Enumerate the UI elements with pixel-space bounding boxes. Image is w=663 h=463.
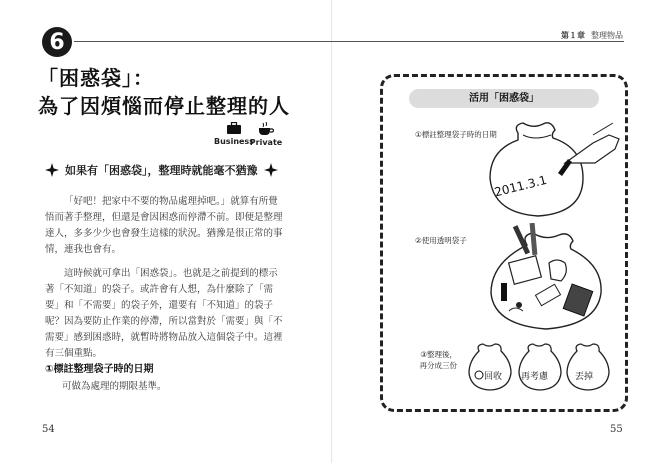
bag-discard-illustration	[565, 343, 611, 393]
point-heading-1: ①標註整理袋子時的日期	[45, 364, 154, 375]
running-header	[561, 30, 623, 41]
page-title-line1: 「困惑袋」：	[38, 66, 154, 90]
step-2-label: ②使用透明袋子	[415, 236, 467, 245]
sparkle-icon	[264, 163, 278, 177]
spine-divider	[331, 0, 332, 463]
section-heading-text: 如果有「困惑袋」，整理時就能毫不猶豫	[65, 164, 258, 177]
page-number-right: 55	[610, 424, 623, 435]
coffee-cup-icon	[257, 122, 275, 136]
dated-bag-illustration	[483, 121, 623, 221]
panel-title: 活用「困惑袋」	[409, 89, 599, 108]
step-3-line1: ③整理後，	[420, 350, 457, 359]
illustration-panel	[380, 74, 628, 412]
header-rule	[74, 41, 624, 42]
step-3-label	[407, 349, 457, 371]
section-heading	[45, 161, 285, 179]
private-tag	[246, 122, 286, 147]
bag-date-text: 2011.3.1	[492, 172, 549, 200]
bag-recycle-illustration	[467, 343, 513, 393]
chapter-title: 整理物品	[591, 31, 623, 40]
step-3-line2: 再分成三份	[419, 361, 457, 370]
business-label: Business	[214, 137, 254, 146]
private-label: Private	[249, 138, 283, 147]
transparent-bag-illustration	[479, 223, 613, 333]
point-description-1: 可做為處理的期限基準。	[62, 381, 167, 392]
bag-label-discard: 丟掉	[575, 372, 594, 382]
body-paragraph-2: 這時候就可拿出「困惑袋」。也就是之前提到的標示著「不知道」的袋子。或許會有人想，為什麼除了「需要」和「不需要」的袋子外，還要有「不知道」的袋子呢？因為要防止作業的停滯，所以當對於「需要」與「不需要」感到困惑時，就暫時將物品放入這個袋子中。這裡有三個重點。	[45, 268, 283, 359]
step-1-label: ①標註整理袋子時的日期	[415, 130, 497, 139]
bag-label-reconsider: 再考慮	[521, 372, 549, 382]
page-number-left: 54	[42, 424, 55, 435]
bag-label-recycle: 回收	[484, 372, 503, 382]
sparkle-icon	[45, 163, 59, 177]
body-paragraph-1: 「好吧！把家中不要的物品處理掉吧。」就算有所覺悟而著手整理，但還是會因困惑而停滯不前。即便是整理達人，多多少少也會發生這樣的狀況。猶豫是很正常的事情，連我也會有。	[45, 196, 283, 255]
briefcase-icon	[226, 122, 242, 135]
bag-reconsider-illustration	[517, 343, 563, 393]
chapter-label: 第１章	[561, 31, 585, 40]
section-number-badge: 6	[42, 27, 72, 57]
page-title-line2: 為了因煩惱而停止整理的人	[38, 94, 290, 118]
